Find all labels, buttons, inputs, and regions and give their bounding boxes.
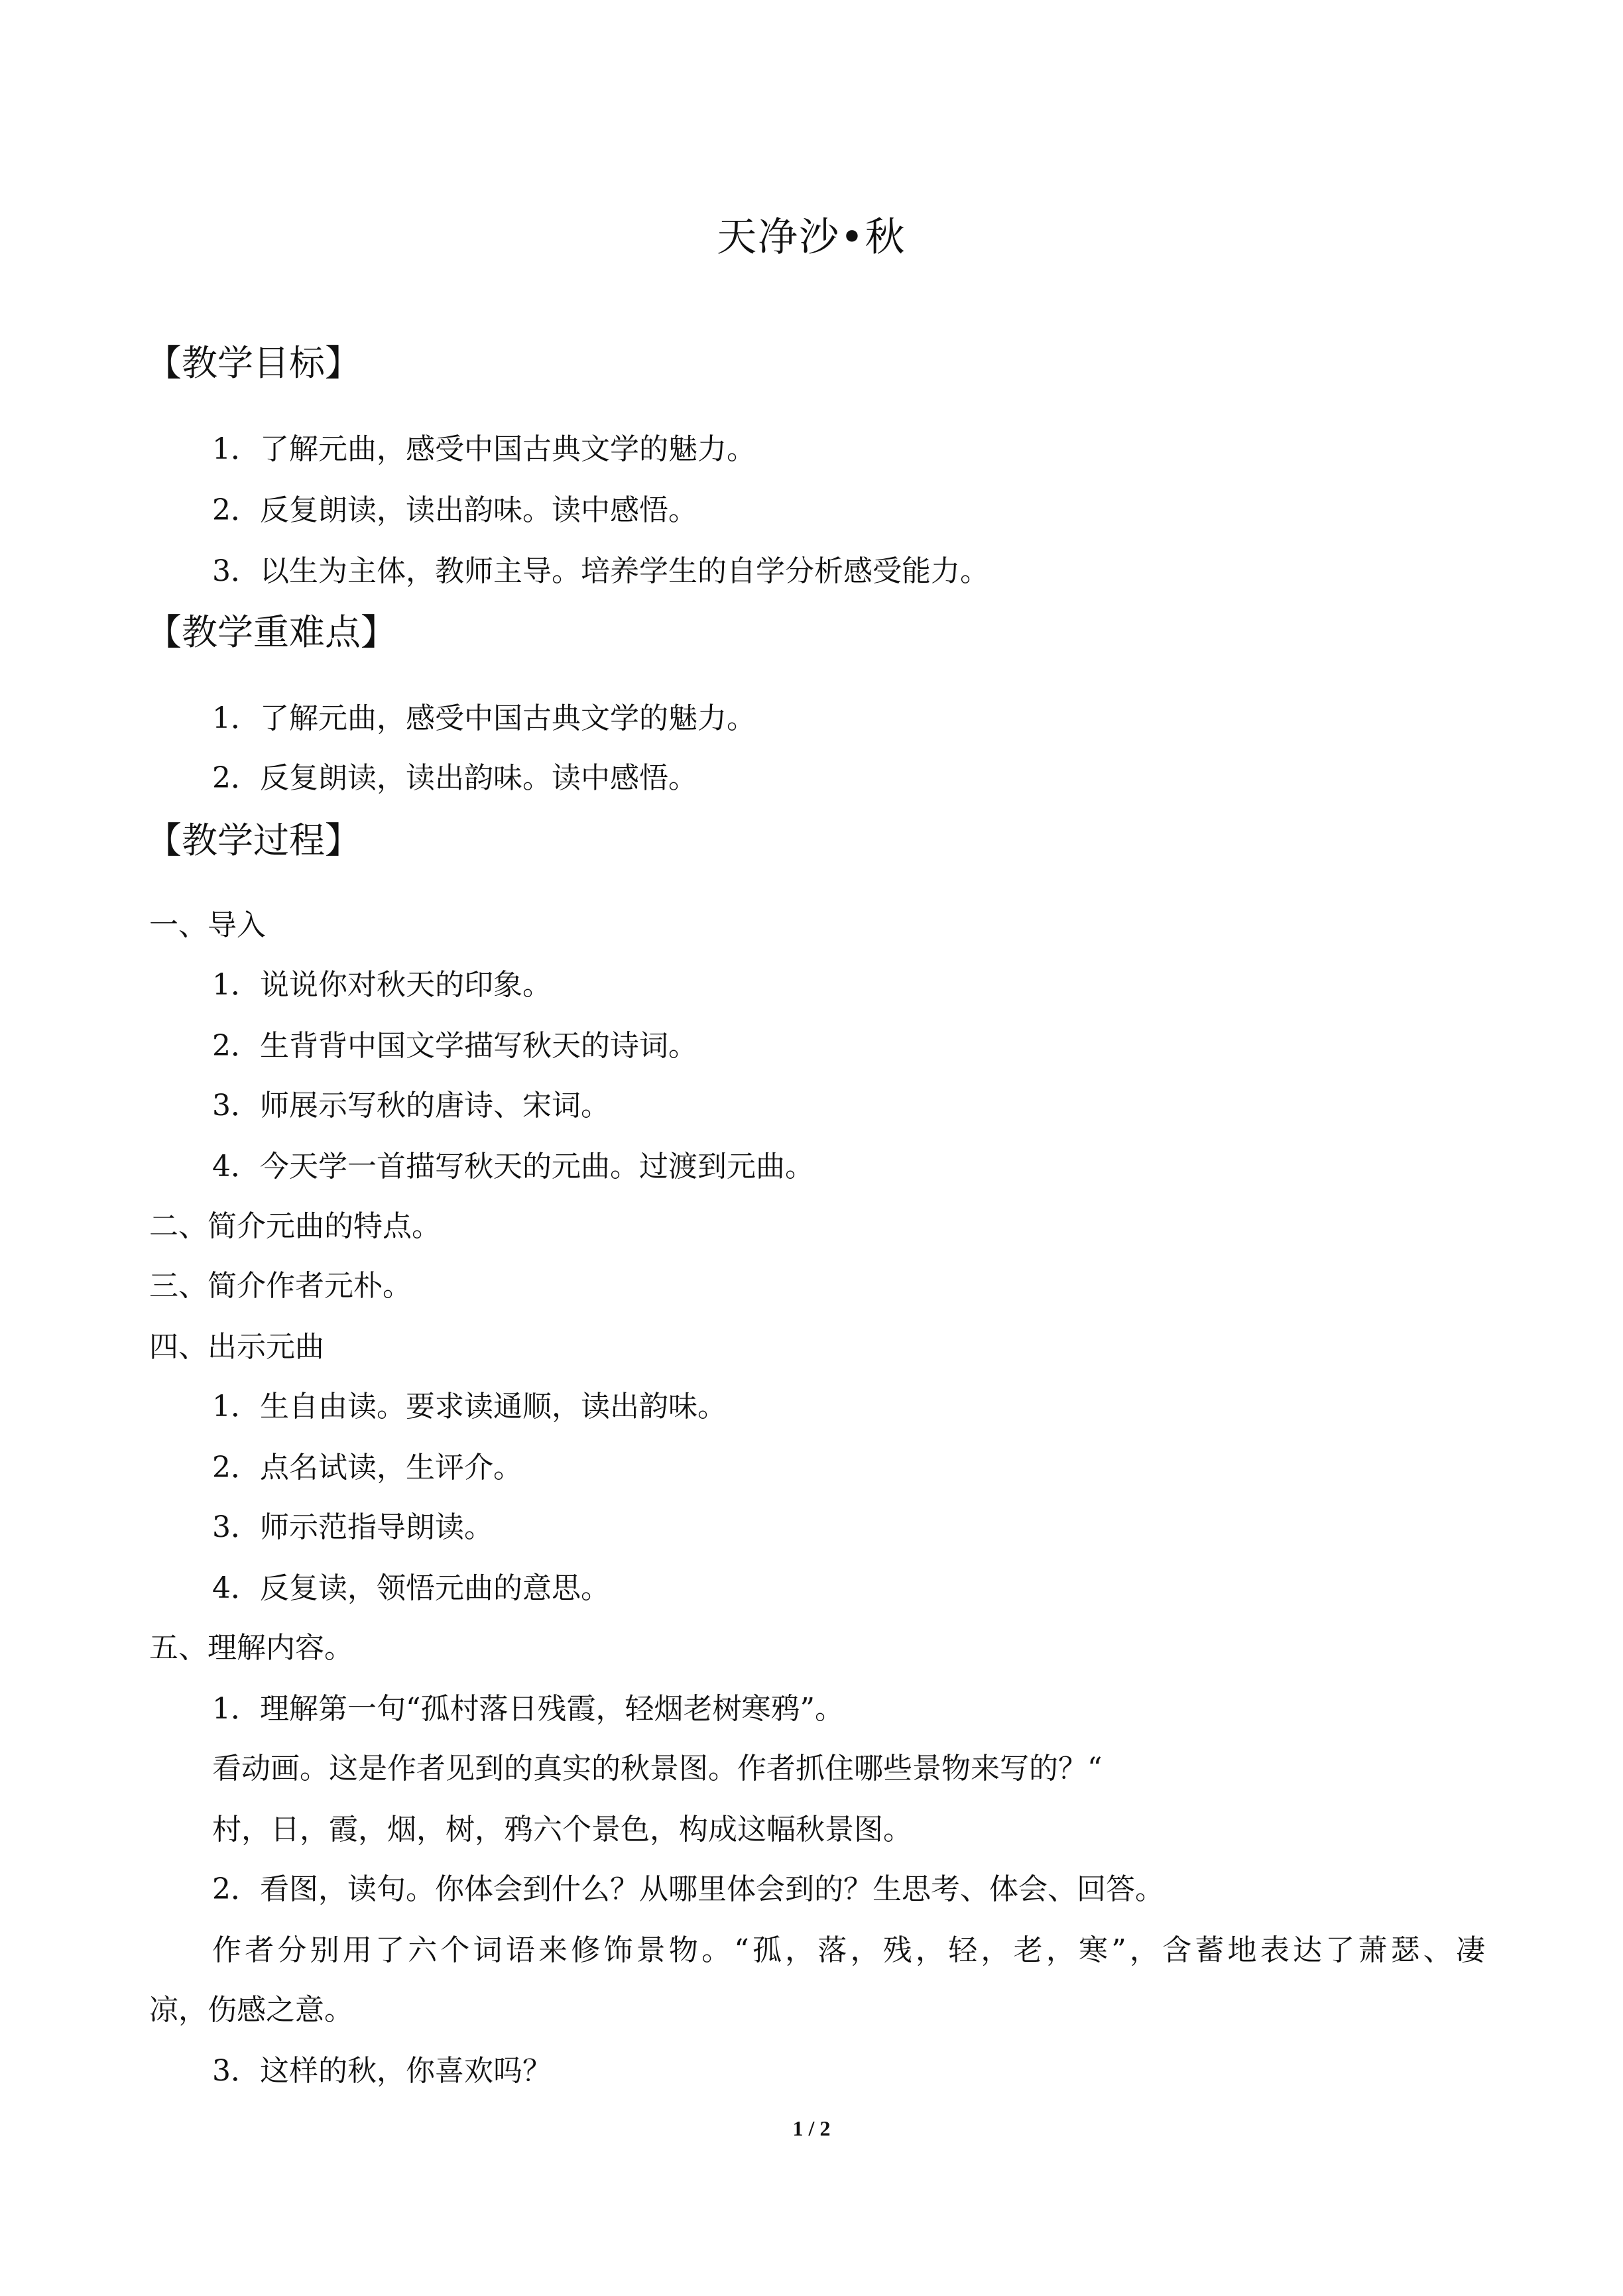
process-paragraph: 3．这样的秋，你喜欢吗？ bbox=[212, 2054, 552, 2088]
process-paragraph: 1．理解第一句“孤村落日残霞，轻烟老树寒鸦”。 bbox=[212, 1692, 844, 1726]
objective-item: 1．了解元曲，感受中国古典文学的魅力。 bbox=[212, 432, 756, 466]
process-item: 1．生自由读。要求读通顺，读出韵味。 bbox=[212, 1390, 727, 1423]
process-item: 4．反复读，领悟元曲的意思。 bbox=[212, 1571, 610, 1605]
key-point-item: 2．反复朗读，读出韵味。读中感悟。 bbox=[212, 761, 697, 795]
process-part-title: 四、出示元曲 bbox=[149, 1330, 324, 1364]
process-paragraph: 看动画。这是作者见到的真实的秋景图。作者抓住哪些景物来写的？“ bbox=[212, 1752, 1103, 1785]
process-paragraph: 村，日，霞，烟，树，鸦六个景色，构成这幅秋景图。 bbox=[212, 1813, 912, 1846]
process-part-title: 一、导入 bbox=[149, 908, 266, 942]
process-item: 4．今天学一首描写秋天的元曲。过渡到元曲。 bbox=[212, 1150, 814, 1183]
section-heading-objectives: 【教学目标】 bbox=[146, 342, 361, 384]
page-number: 1 / 2 bbox=[792, 2116, 831, 2140]
section-heading-key-points: 【教学重难点】 bbox=[146, 611, 396, 653]
process-paragraph: 作者分别用了六个词语来修饰景物。“孤，落，残，轻，老，寒”，含蓄地表达了萧瑟、凄 bbox=[212, 1933, 1485, 1967]
process-part-title: 五、理解内容。 bbox=[149, 1631, 353, 1665]
process-item: 3．师展示写秋的唐诗、宋词。 bbox=[212, 1089, 610, 1122]
process-item: 2．点名试读，生评介。 bbox=[212, 1451, 522, 1484]
section-heading-process: 【教学过程】 bbox=[146, 819, 361, 861]
process-part-title: 三、简介作者元朴。 bbox=[149, 1269, 412, 1303]
objective-item: 3．以生为主体，教师主导。培养学生的自学分析感受能力。 bbox=[212, 554, 989, 588]
process-paragraph: 2．看图，读句。你体会到什么？从哪里体会到的？生思考、体会、回答。 bbox=[212, 1872, 1164, 1906]
process-item: 2．生背背中国文学描写秋天的诗词。 bbox=[212, 1029, 697, 1063]
process-item: 1．说说你对秋天的印象。 bbox=[212, 968, 552, 1002]
objective-item: 2．反复朗读，读出韵味。读中感悟。 bbox=[212, 493, 697, 527]
process-part-title: 二、简介元曲的特点。 bbox=[149, 1209, 441, 1243]
process-paragraph-continuation: 凉，伤感之意。 bbox=[149, 1993, 353, 2027]
key-point-item: 1．了解元曲，感受中国古典文学的魅力。 bbox=[212, 701, 756, 735]
process-item: 3．师示范指导朗读。 bbox=[212, 1510, 493, 1544]
document-title: 天净沙•秋 bbox=[717, 214, 906, 261]
